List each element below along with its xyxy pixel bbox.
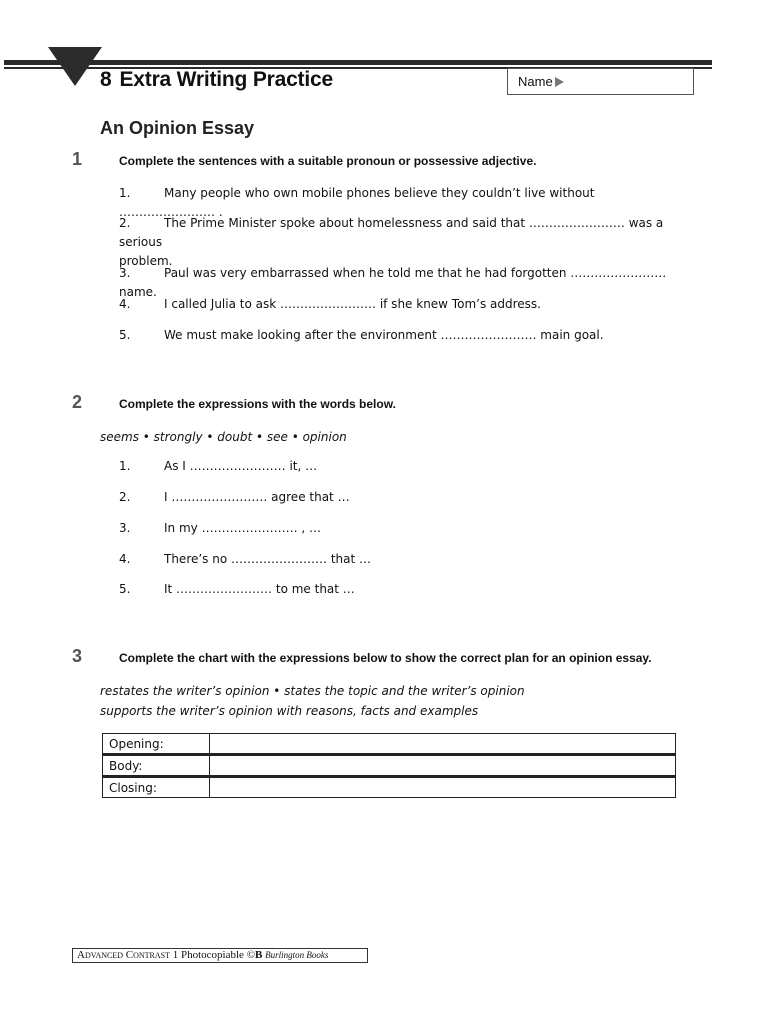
arrow-right-icon [555,77,564,87]
unit-number: 8 [100,68,112,91]
exercise-2-number: 2 [72,392,83,412]
exercise-1-number: 1 [72,149,83,169]
footer-copyright: © [246,949,256,961]
table-row [103,734,676,755]
item-text-continued: problem. [119,254,173,268]
unit-title [100,68,333,92]
exercise-1-item [119,326,679,345]
unit-triangle-icon [48,47,102,86]
item-text: I …………………… agree that … [164,490,350,504]
exercise-2-item [119,519,679,538]
section-title: An Opinion Essay [100,118,255,138]
exercise-2-item [119,580,679,599]
footer-publisher: Burlington Books [265,950,329,960]
item-number: 4. [119,552,131,566]
item-text: The Prime Minister spoke about homelessness and said that …………………… was a serious [119,216,664,249]
exercise-3-number: 3 [72,646,83,666]
exercise-2-item [119,457,679,476]
burlington-logo-icon: B [255,949,263,961]
exercise-1-instruction: Complete the sentences with a suitable pronoun or possessive adjective. [119,154,537,168]
exercise-2-item [119,488,679,507]
row-label: Opening: [103,734,210,755]
item-text: Many people who own mobile phones believe they couldn’t live without …………………… . [119,186,595,219]
item-text: We must make looking after the environment …………………… main goal. [164,328,604,342]
exercise-2-word-list: seems • strongly • doubt • see • opinion [100,430,347,444]
item-number: 1. [119,186,131,200]
exercise-2-instruction: Complete the expressions with the words below. [119,397,396,411]
header-rule-thick [4,60,712,65]
item-number: 3. [119,266,131,280]
row-answer-cell[interactable] [210,734,676,755]
table-row [103,777,676,798]
item-number: 5. [119,328,131,342]
row-answer-cell[interactable] [210,755,676,777]
exercise-3-word-list-line-1: restates the writer’s opinion • states the topic and the writer’s opinion [100,684,525,698]
name-label: Name [518,74,553,89]
item-number: 1. [119,459,131,473]
footer-credit [72,948,368,963]
unit-title-text: Extra Writing Practice [119,68,333,91]
row-answer-cell[interactable] [210,777,676,798]
row-label: Closing: [103,777,210,798]
item-number: 2. [119,490,131,504]
footer-series: Advanced Contrast 1 [77,949,179,961]
item-text: As I …………………… it, … [164,459,318,473]
exercise-3-word-list-line-2: supports the writer’s opinion with reasons, facts and examples [100,704,479,718]
item-text: There’s no …………………… that … [164,552,372,566]
name-field[interactable] [507,68,694,95]
item-number: 5. [119,582,131,596]
item-text: I called Julia to ask …………………… if she knew Tom’s address. [164,297,541,311]
table-row [103,755,676,777]
exercise-1-item [119,295,679,314]
exercise-1-item [119,214,679,271]
item-number: 3. [119,521,131,535]
item-text: It …………………… to me that … [164,582,355,596]
item-text: Paul was very embarrassed when he told me that he had forgotten …………………… name. [119,266,667,299]
item-text: In my …………………… , … [164,521,322,535]
item-number: 4. [119,297,131,311]
exercise-2-item [119,550,679,569]
item-number: 2. [119,216,131,230]
essay-plan-chart [102,733,676,798]
exercise-3-instruction: Complete the chart with the expressions below to show the correct plan for an opinion essay. [119,651,652,665]
row-label: Body: [103,755,210,777]
footer-photocopiable: Photocopiable [181,949,244,961]
